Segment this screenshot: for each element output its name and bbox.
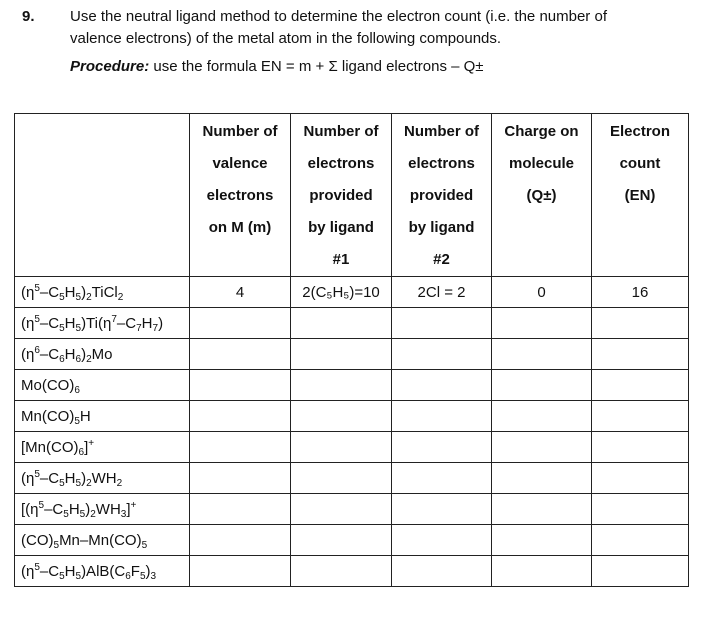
cell-valence-electrons bbox=[190, 432, 291, 463]
compound-cell: $[(\eta^5-C_5H_5)_2WH_3]^+$ bbox=[15, 494, 190, 525]
table-row bbox=[15, 308, 689, 339]
electron-count-table bbox=[14, 113, 689, 587]
cell-charge bbox=[492, 432, 592, 463]
header-charge bbox=[492, 114, 592, 277]
cell-electron-count bbox=[592, 339, 689, 370]
header-line: (Q±) bbox=[526, 187, 557, 204]
compound-cell: $Mo(CO)_6$ bbox=[15, 370, 190, 401]
cell-ligand-1 bbox=[291, 339, 392, 370]
cell-charge bbox=[492, 339, 592, 370]
cell-electron-count: 16 bbox=[592, 277, 689, 308]
header-line: #1 bbox=[332, 251, 350, 268]
header-line: by ligand bbox=[308, 219, 374, 236]
table-body bbox=[15, 277, 689, 587]
cell-charge bbox=[492, 463, 592, 494]
header-line: Number of bbox=[202, 123, 278, 140]
cell-valence-electrons bbox=[190, 525, 291, 556]
header-line: valence bbox=[212, 155, 268, 172]
cell-valence-electrons bbox=[190, 339, 291, 370]
cell-ligand-2 bbox=[392, 463, 492, 494]
cell-ligand-1 bbox=[291, 401, 392, 432]
header-line: #2 bbox=[433, 251, 450, 268]
procedure bbox=[70, 58, 484, 75]
cell-ligand-1 bbox=[291, 308, 392, 339]
cell-valence-electrons bbox=[190, 370, 291, 401]
cell-valence-electrons: 4 bbox=[190, 277, 291, 308]
table-row bbox=[15, 401, 689, 432]
cell-ligand-2 bbox=[392, 370, 492, 401]
header-row bbox=[15, 114, 689, 277]
cell-valence-electrons bbox=[190, 308, 291, 339]
cell-ligand-1 bbox=[291, 432, 392, 463]
header-line: Number of bbox=[303, 123, 379, 140]
compound-cell: $(\eta^5-C_5H_5)Ti(\eta^7-C_7H_7)$ bbox=[15, 308, 190, 339]
cell-ligand-1 bbox=[291, 556, 392, 587]
cell-ligand-1 bbox=[291, 463, 392, 494]
header-ligand-2 bbox=[392, 114, 492, 277]
cell-ligand-2 bbox=[392, 556, 492, 587]
header-line: electrons bbox=[408, 155, 475, 172]
cell-ligand-2 bbox=[392, 432, 492, 463]
question-number: 9. bbox=[22, 8, 35, 25]
cell-electron-count bbox=[592, 494, 689, 525]
compound-cell: $(\eta^5-C_5H_5)AlB(C_6F_5)_3$ bbox=[15, 556, 190, 587]
cell-ligand-1 bbox=[291, 494, 392, 525]
cell-electron-count bbox=[592, 525, 689, 556]
cell-charge bbox=[492, 308, 592, 339]
header-ligand-1 bbox=[291, 114, 392, 277]
question-text bbox=[70, 6, 690, 50]
header-line: (EN) bbox=[624, 187, 656, 204]
cell-charge bbox=[492, 401, 592, 432]
table-row bbox=[15, 463, 689, 494]
header-line: provided bbox=[309, 187, 373, 204]
cell-charge: 0 bbox=[492, 277, 592, 308]
cell-valence-electrons bbox=[190, 401, 291, 432]
cell-ligand-2: 2Cl = 2 bbox=[392, 277, 492, 308]
cell-ligand-2 bbox=[392, 494, 492, 525]
cell-electron-count bbox=[592, 308, 689, 339]
compound-cell: $(\eta^5-C_5H_5)_2TiCl_2$ bbox=[15, 277, 190, 308]
cell-electron-count bbox=[592, 370, 689, 401]
header-line: Charge on bbox=[504, 123, 579, 140]
cell-ligand-1 bbox=[291, 370, 392, 401]
header-compound bbox=[15, 114, 190, 277]
table-row bbox=[15, 432, 689, 463]
cell-ligand-2 bbox=[392, 308, 492, 339]
cell-charge bbox=[492, 556, 592, 587]
procedure-label: Procedure: bbox=[70, 58, 150, 75]
table-row bbox=[15, 494, 689, 525]
header-line: on M (m) bbox=[208, 219, 272, 236]
cell-electron-count bbox=[592, 401, 689, 432]
header-line: molecule bbox=[508, 155, 575, 172]
cell-ligand-1 bbox=[291, 525, 392, 556]
table-row bbox=[15, 556, 689, 587]
cell-charge bbox=[492, 494, 592, 525]
header-valence-electrons bbox=[190, 114, 291, 277]
cell-charge bbox=[492, 370, 592, 401]
table-row bbox=[15, 277, 689, 308]
question-line-2: valence electrons) of the metal atom in the following compounds. bbox=[70, 30, 502, 47]
compound-cell: $[Mn(CO)_6]^+$ bbox=[15, 432, 190, 463]
cell-ligand-2 bbox=[392, 401, 492, 432]
header-line: by ligand bbox=[408, 219, 475, 236]
compound-cell: $(\eta^6-C_6H_6)_2Mo$ bbox=[15, 339, 190, 370]
header-line: electrons bbox=[206, 187, 274, 204]
cell-valence-electrons bbox=[190, 494, 291, 525]
cell-ligand-2 bbox=[392, 339, 492, 370]
header-line: electrons bbox=[307, 155, 375, 172]
cell-ligand-1: 2(C₅H₅)=10 bbox=[291, 277, 392, 308]
table-row bbox=[15, 370, 689, 401]
header-line: Electron bbox=[609, 123, 670, 140]
header-electron-count bbox=[592, 114, 689, 277]
cell-electron-count bbox=[592, 432, 689, 463]
cell-ligand-2 bbox=[392, 525, 492, 556]
compound-cell: $(\eta^5-C_5H_5)_2WH_2$ bbox=[15, 463, 190, 494]
header-line: Number of bbox=[404, 123, 479, 140]
cell-valence-electrons bbox=[190, 463, 291, 494]
header-line: count bbox=[619, 155, 661, 172]
cell-electron-count bbox=[592, 556, 689, 587]
compound-cell: $Mn(CO)_5H$ bbox=[15, 401, 190, 432]
question-line-1: Use the neutral ligand method to determine the electron count (i.e. the number of bbox=[70, 8, 607, 25]
cell-valence-electrons bbox=[190, 556, 291, 587]
compound-cell: $(CO)_5Mn-Mn(CO)_5$ bbox=[15, 525, 190, 556]
cell-charge bbox=[492, 525, 592, 556]
table-row bbox=[15, 339, 689, 370]
procedure-formula: use the formula EN = m + Σ ligand electrons – Q± bbox=[153, 58, 484, 75]
cell-electron-count bbox=[592, 463, 689, 494]
header-line: provided bbox=[409, 187, 474, 204]
table-row bbox=[15, 525, 689, 556]
